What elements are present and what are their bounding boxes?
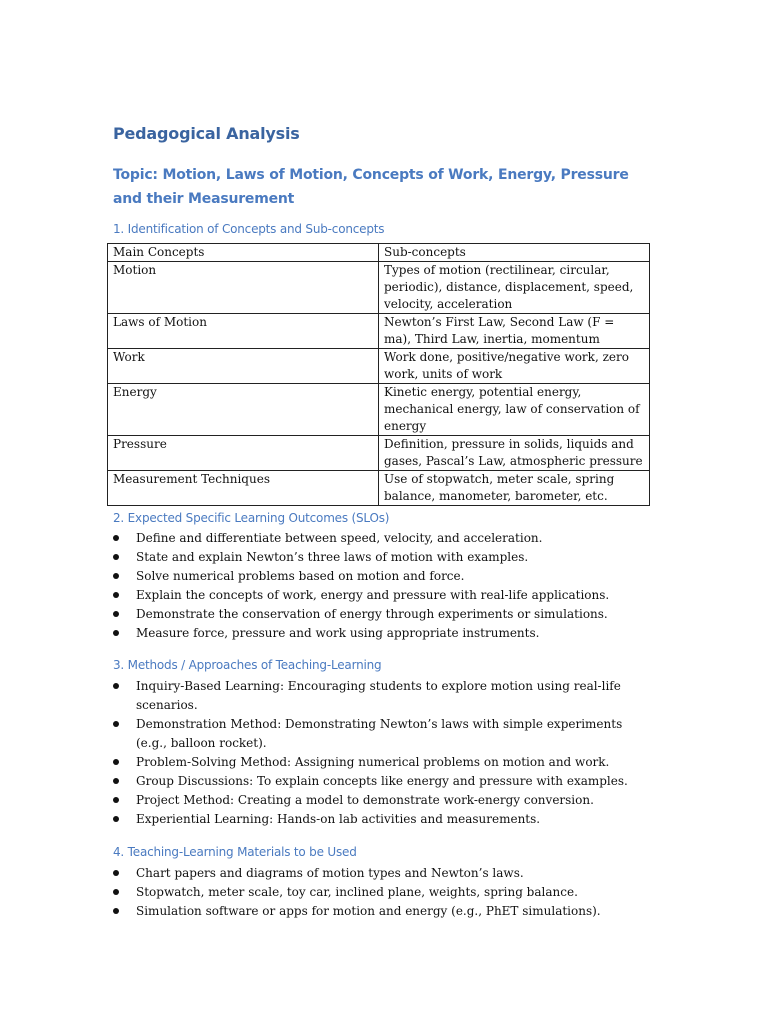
bullet-icon	[113, 611, 119, 617]
bullet-icon	[113, 554, 119, 560]
topic-heading: Topic: Motion, Laws of Motion, Concepts of Work, Energy, Pressure and their Measurement	[113, 167, 629, 207]
list-item-text: Inquiry-Based Learning: Encouraging students to explore motion using real-life scenarios.	[136, 679, 621, 712]
table-cell-sub: Newton’s First Law, Second Law (F = ma), Third Law, inertia, momentum	[379, 314, 650, 349]
list-item	[113, 715, 653, 753]
table-row	[108, 262, 650, 314]
bullet-icon	[113, 759, 119, 765]
list-item	[113, 883, 653, 902]
bullet-icon	[113, 816, 119, 822]
list-item-text: Demonstrate the conservation of energy through experiments or simulations.	[136, 607, 608, 621]
concepts-table	[107, 243, 650, 506]
table-cell-concept: Energy	[108, 384, 379, 436]
table-cell-concept: Measurement Techniques	[108, 471, 379, 506]
section-2-heading: 2. Expected Specific Learning Outcomes (SLOs)	[113, 511, 390, 525]
list-item	[113, 677, 653, 715]
list-item	[113, 586, 653, 605]
list-item	[113, 902, 653, 921]
table-cell-concept: Motion	[108, 262, 379, 314]
bullet-icon	[113, 797, 119, 803]
table-cell-sub: Definition, pressure in solids, liquids and gases, Pascal’s Law, atmospheric pressure	[379, 436, 650, 471]
header-sub-concepts: Sub-concepts	[379, 244, 650, 262]
list-item	[113, 772, 653, 791]
materials-list	[113, 864, 653, 921]
bullet-icon	[113, 778, 119, 784]
table-cell-concept: Laws of Motion	[108, 314, 379, 349]
header-main-concepts: Main Concepts	[108, 244, 379, 262]
table-row	[108, 314, 650, 349]
list-item	[113, 753, 653, 772]
bullet-icon	[113, 889, 119, 895]
methods-list	[113, 677, 653, 829]
table-row	[108, 384, 650, 436]
section-1-heading: 1. Identification of Concepts and Sub-concepts	[113, 222, 385, 236]
list-item-text: Chart papers and diagrams of motion types and Newton’s laws.	[136, 866, 524, 880]
document-title: Pedagogical Analysis	[113, 124, 300, 143]
bullet-icon	[113, 535, 119, 541]
list-item-text: Demonstration Method: Demonstrating Newton’s laws with simple experiments (e.g., balloon rocket).	[136, 717, 623, 750]
list-item	[113, 548, 653, 567]
list-item-text: Explain the concepts of work, energy and pressure with real-life applications.	[136, 588, 610, 602]
list-item	[113, 529, 653, 548]
table-row	[108, 436, 650, 471]
table-cell-concept: Work	[108, 349, 379, 384]
table-row	[108, 471, 650, 506]
list-item-text: Measure force, pressure and work using appropriate instruments.	[136, 626, 540, 640]
list-item	[113, 605, 653, 624]
bullet-icon	[113, 573, 119, 579]
list-item-text: Group Discussions: To explain concepts like energy and pressure with examples.	[136, 774, 628, 788]
bullet-icon	[113, 908, 119, 914]
section-3-heading: 3. Methods / Approaches of Teaching-Learning	[113, 658, 382, 672]
list-item	[113, 791, 653, 810]
list-item	[113, 810, 653, 829]
table-cell-sub: Kinetic energy, potential energy, mechanical energy, law of conservation of energy	[379, 384, 650, 436]
table-cell-concept: Pressure	[108, 436, 379, 471]
slo-list	[113, 529, 653, 643]
table-header-row	[108, 244, 650, 262]
list-item-text: State and explain Newton’s three laws of motion with examples.	[136, 550, 529, 564]
bullet-icon	[113, 630, 119, 636]
list-item	[113, 624, 653, 643]
table-cell-sub: Work done, positive/negative work, zero work, units of work	[379, 349, 650, 384]
list-item	[113, 567, 653, 586]
bullet-icon	[113, 592, 119, 598]
bullet-icon	[113, 683, 119, 689]
list-item-text: Simulation software or apps for motion and energy (e.g., PhET simulations).	[136, 904, 601, 918]
table-row	[108, 349, 650, 384]
list-item-text: Project Method: Creating a model to demonstrate work-energy conversion.	[136, 793, 594, 807]
bullet-icon	[113, 870, 119, 876]
list-item	[113, 864, 653, 883]
table-cell-sub: Types of motion (rectilinear, circular, periodic), distance, displacement, speed, velocity, acceleration	[379, 262, 650, 314]
list-item-text: Define and differentiate between speed, velocity, and acceleration.	[136, 531, 543, 545]
table-cell-sub: Use of stopwatch, meter scale, spring balance, manometer, barometer, etc.	[379, 471, 650, 506]
list-item-text: Experiential Learning: Hands-on lab activities and measurements.	[136, 812, 541, 826]
list-item-text: Solve numerical problems based on motion and force.	[136, 569, 465, 583]
list-item-text: Problem-Solving Method: Assigning numerical problems on motion and work.	[136, 755, 610, 769]
bullet-icon	[113, 721, 119, 727]
list-item-text: Stopwatch, meter scale, toy car, inclined plane, weights, spring balance.	[136, 885, 578, 899]
section-4-heading: 4. Teaching-Learning Materials to be Used	[113, 845, 357, 859]
